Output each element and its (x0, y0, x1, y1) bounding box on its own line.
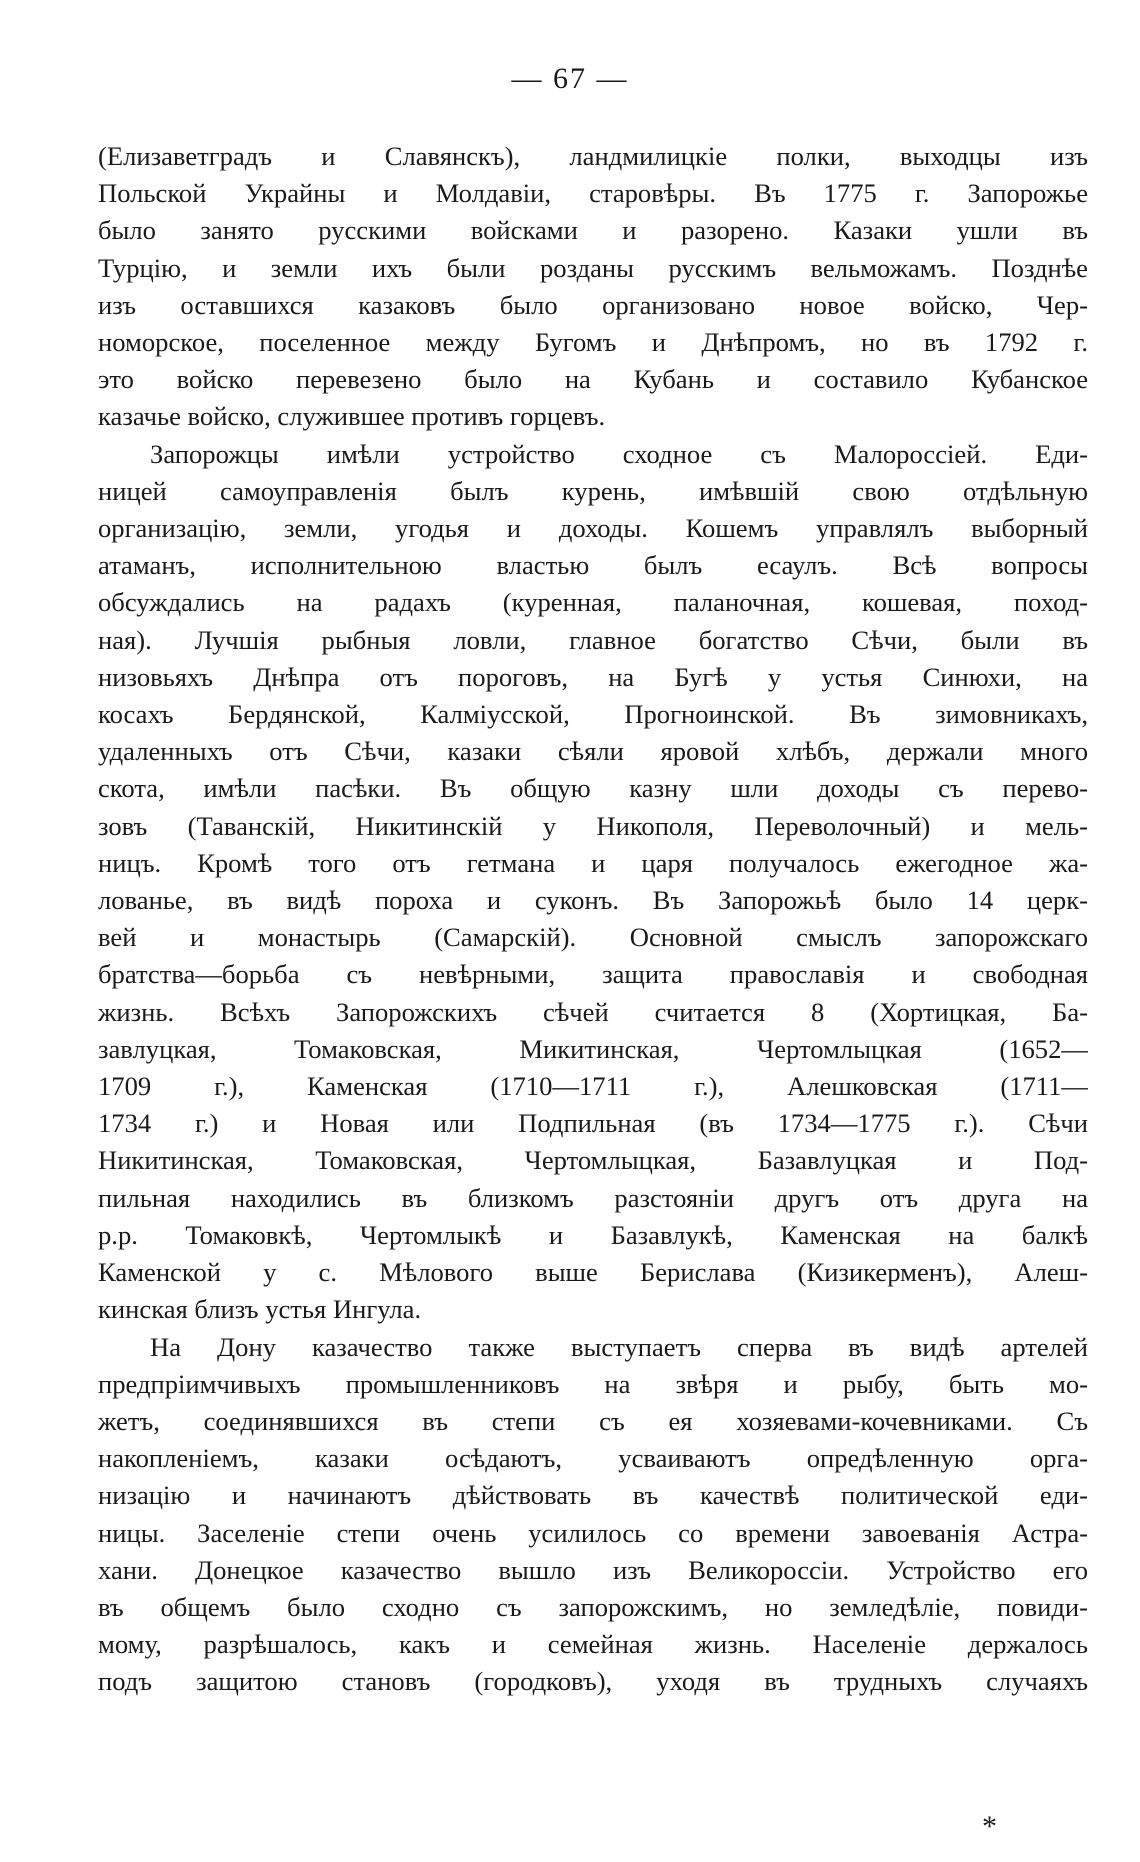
text-line: низацію и начинаютъ дѣйствовать въ качествѣ политической еди- (98, 1480, 1088, 1511)
text-line: казачье войско, служившее противъ горцевъ. (98, 401, 606, 432)
text-line: братства—борьба съ невѣрными, защита православія и свободная (98, 959, 1088, 990)
text-line: хани. Донецкое казачество вышло изъ Великороссіи. Устройство его (98, 1554, 1088, 1585)
text-line: организацію, земли, угодья и доходы. Кошемъ управлялъ выборный (98, 513, 1088, 544)
text-line: На Дону казачество также выступаетъ сперва въ видѣ артелей (150, 1331, 1088, 1362)
text-line: Каменской у с. Мѣлового выше Берислава (Кизикерменъ), Алеш- (98, 1257, 1088, 1288)
text-line: предпріимчивыхъ промышленниковъ на звѣря и рыбу, быть мо- (98, 1368, 1088, 1399)
text-line: атаманъ, исполнительною властью былъ есаулъ. Всѣ вопросы (98, 550, 1088, 581)
text-line: кинская близъ устья Ингула. (98, 1294, 422, 1325)
text-line: Турцію, и земли ихъ были розданы русскимъ вельможамъ. Позднѣе (98, 252, 1088, 283)
body-text (98, 138, 1088, 1701)
text-line: ницъ. Кромѣ того отъ гетмана и царя получалось ежегодное жа- (98, 847, 1088, 878)
text-line: въ общемъ было сходно съ запорожскимъ, но земледѣліе, повиди- (98, 1591, 1088, 1622)
text-line: это войско перевезено было на Кубань и составило Кубанское (98, 364, 1088, 395)
text-line: Польской Украйны и Молдавіи, старовѣры. Въ 1775 г. Запорожье (98, 178, 1088, 209)
paragraph (98, 138, 1088, 436)
text-line: (Елизаветградъ и Славянскъ), ландмилицкіе полки, выходцы изъ (98, 141, 1088, 171)
text-line: 1734 г.) и Новая или Подпильная (въ 1734—1775 г.). Сѣчи (98, 1108, 1088, 1139)
text-line: вей и монастырь (Самарскій). Основной смыслъ запорожскаго (98, 922, 1088, 953)
text-line: зовъ (Таванскій, Никитинскій у Никополя, Переволочный) и мель- (98, 810, 1088, 841)
text-line: Запорожцы имѣли устройство сходное съ Малороссіей. Еди- (150, 438, 1088, 469)
text-line: номорское, поселенное между Бугомъ и Днѣпромъ, но въ 1792 г. (98, 327, 1088, 358)
text-line: ницы. Заселеніе степи очень усилилось со времени завоеванія Астра- (98, 1517, 1088, 1548)
text-line: накопленіемъ, казаки осѣдаютъ, усваиваютъ опредѣленную орга- (98, 1443, 1088, 1474)
text-line: 1709 г.), Каменская (1710—1711 г.), Алешковская (1711— (98, 1071, 1088, 1102)
paragraph (98, 1329, 1088, 1701)
text-line: ная). Лучшія рыбныя ловли, главное богатство Сѣчи, были въ (98, 624, 1088, 655)
text-line: обсуждались на радахъ (куренная, паланочная, кошевая, поход- (98, 587, 1088, 618)
text-line: подъ защитою становъ (городковъ), уходя въ трудныхъ случаяхъ (98, 1666, 1088, 1697)
text-line: мому, разрѣшалось, какъ и семейная жизнь. Населеніе держалось (98, 1629, 1088, 1660)
text-line: завлуцкая, Томаковская, Микитинская, Чертомлыцкая (1652— (98, 1033, 1088, 1064)
page-number: — 67 — (511, 62, 629, 95)
text-line: пильная находились въ близкомъ разстояніи другъ отъ друга на (98, 1182, 1088, 1213)
text-line: р.р. Томаковкѣ, Чертомлыкѣ и Базавлукѣ, Каменская на балкѣ (98, 1219, 1088, 1250)
text-line: ницей самоуправленія былъ курень, имѣвшій свою отдѣльную (98, 475, 1088, 506)
text-line: низовьяхъ Днѣпра отъ пороговъ, на Бугѣ у устья Синюхи, на (98, 661, 1088, 692)
text-line: жизнь. Всѣхъ Запорожскихъ сѣчей считается 8 (Хортицкая, Ба- (98, 996, 1088, 1027)
footnote-mark: * (982, 1810, 997, 1843)
text-line: удаленныхъ отъ Сѣчи, казаки сѣяли яровой хлѣбъ, держали много (98, 736, 1088, 767)
text-line: косахъ Бердянской, Калміусской, Прогноинской. Въ зимовникахъ, (98, 699, 1088, 730)
text-line: лованье, въ видѣ пороха и суконъ. Въ Запорожьѣ было 14 церк- (98, 885, 1088, 916)
text-line: скота, имѣли пасѣки. Въ общую казну шли доходы съ перево- (98, 773, 1088, 804)
text-line: было занято русскими войсками и разорено. Казаки ушли въ (98, 215, 1088, 246)
text-line: Никитинская, Томаковская, Чертомлыцкая, Базавлуцкая и Под- (98, 1145, 1088, 1176)
paragraph (98, 436, 1088, 1329)
text-line: изъ оставшихся казаковъ было организовано новое войско, Чер- (98, 289, 1088, 320)
text-line: жетъ, соединявшихся въ степи съ ея хозяевами-кочевниками. Съ (98, 1405, 1088, 1436)
